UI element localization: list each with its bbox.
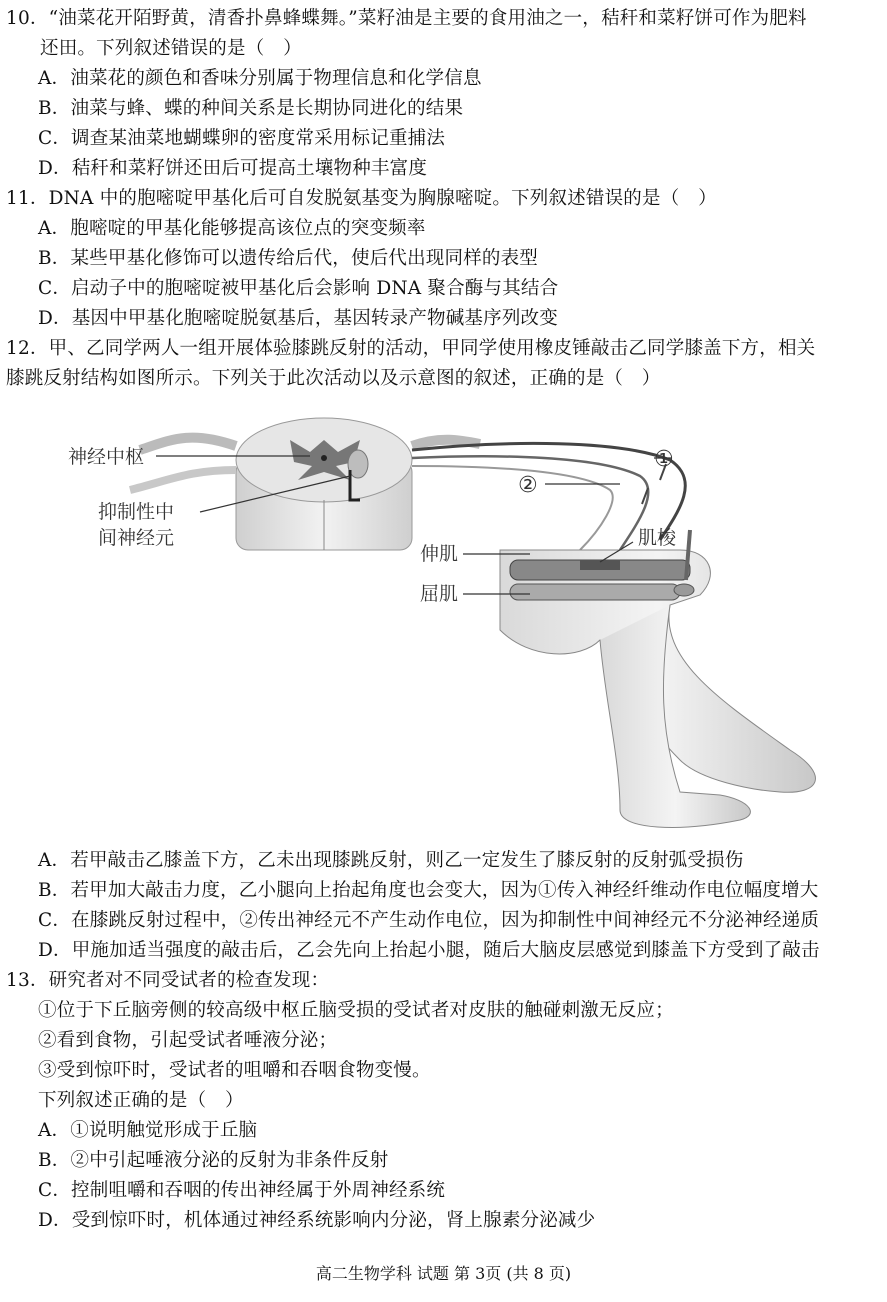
q10-stem-line1: 10．“油菜花开陌野黄，清香扑鼻蜂蝶舞。”菜籽油是主要的食用油之一，秸秆和菜籽饼可作为肥料 <box>6 8 807 29</box>
q11-option-c: C．启动子中的胞嘧啶被甲基化后会影响 DNA 聚合酶与其结合 <box>38 278 559 299</box>
label-muscle-spindle: 肌梭 <box>638 527 677 549</box>
q11-option-a: A．胞嘧啶的甲基化能够提高该位点的突变频率 <box>38 218 426 239</box>
q12-option-a: A．若甲敲击乙膝盖下方，乙未出现膝跳反射，则乙一定发生了膝反射的反射弧受损伤 <box>38 850 744 871</box>
label-nerve-center: 神经中枢 <box>68 446 145 468</box>
label-inhibitory-interneuron-2: 间神经元 <box>98 527 175 549</box>
q10-option-d: D．秸秆和菜籽饼还田后可提高土壤物种丰富度 <box>38 158 428 179</box>
q11-option-b: B．某些甲基化修饰可以遗传给后代，使后代出现同样的表型 <box>38 248 538 269</box>
q13-stem: 13．研究者对不同受试者的检查发现： <box>6 970 330 991</box>
reflex-hammer <box>674 584 694 596</box>
q13-item-2: ②看到食物，引起受试者唾液分泌； <box>38 1030 338 1051</box>
label-extensor: 伸肌 <box>420 543 459 565</box>
q13-option-d: D．受到惊吓时，机体通过神经系统影响内分泌，肾上腺素分泌减少 <box>38 1210 596 1231</box>
q13-option-a: A．①说明触觉形成于丘脑 <box>38 1120 258 1141</box>
q13-question: 下列叙述正确的是（ ） <box>38 1090 244 1111</box>
q12-stem-line2: 膝跳反射结构如图所示。下列关于此次活动以及示意图的叙述，正确的是（ ） <box>6 368 661 389</box>
q10-stem-line2: 还田。下列叙述错误的是（ ） <box>40 38 302 59</box>
q10-option-c: C．调查某油菜地蝴蝶卵的密度常采用标记重捕法 <box>38 128 446 149</box>
q13-item-3: ③受到惊吓时，受试者的咀嚼和吞咽食物变慢。 <box>38 1060 431 1081</box>
q13-option-b: B．②中引起唾液分泌的反射为非条件反射 <box>38 1150 389 1171</box>
knee-jerk-reflex-figure <box>60 400 840 840</box>
q12-option-c: C．在膝跳反射过程中，②传出神经元不产生动作电位，因为抑制性中间神经元不分泌神经递质 <box>38 910 820 931</box>
reflex-diagram <box>60 400 840 840</box>
page-footer: 高二生物学科 试题 第 3页 (共 8 页) <box>315 1264 572 1283</box>
q12-option-b: B．若甲加大敲击力度，乙小腿向上抬起角度也会变大，因为①传入神经纤维动作电位幅度增大 <box>38 880 819 901</box>
q12-option-d: D．甲施加适当强度的敲击后，乙会先向上抬起小腿，随后大脑皮层感觉到膝盖下方受到了敲击 <box>38 940 820 961</box>
q12-stem-line1: 12．甲、乙同学两人一组开展体验膝跳反射的活动，甲同学使用橡皮锤敲击乙同学膝盖下方，相关 <box>6 338 816 359</box>
q10-option-a: A．油菜花的颜色和香味分别属于物理信息和化学信息 <box>38 68 482 89</box>
q10-option-b: B．油菜与蜂、蝶的种间关系是长期协同进化的结果 <box>38 98 464 119</box>
q11-stem: 11．DNA 中的胞嘧啶甲基化后可自发脱氨基变为胸腺嘧啶。下列叙述错误的是（ ） <box>6 188 717 209</box>
label-flexor: 屈肌 <box>420 583 459 605</box>
label-fiber-2: ② <box>518 473 538 498</box>
q13-item-1: ①位于下丘脑旁侧的较高级中枢丘脑受损的受试者对皮肤的触碰刺激无反应； <box>38 1000 674 1021</box>
label-fiber-1: ① <box>654 447 674 472</box>
q13-option-c: C．控制咀嚼和吞咽的传出神经属于外周神经系统 <box>38 1180 446 1201</box>
q11-option-d: D．基因中甲基化胞嘧啶脱氨基后，基因转录产物碱基序列改变 <box>38 308 558 329</box>
label-inhibitory-interneuron-1: 抑制性中 <box>98 501 175 523</box>
flexor-muscle <box>510 584 680 600</box>
spinal-cord <box>130 418 480 550</box>
leg <box>500 530 815 827</box>
